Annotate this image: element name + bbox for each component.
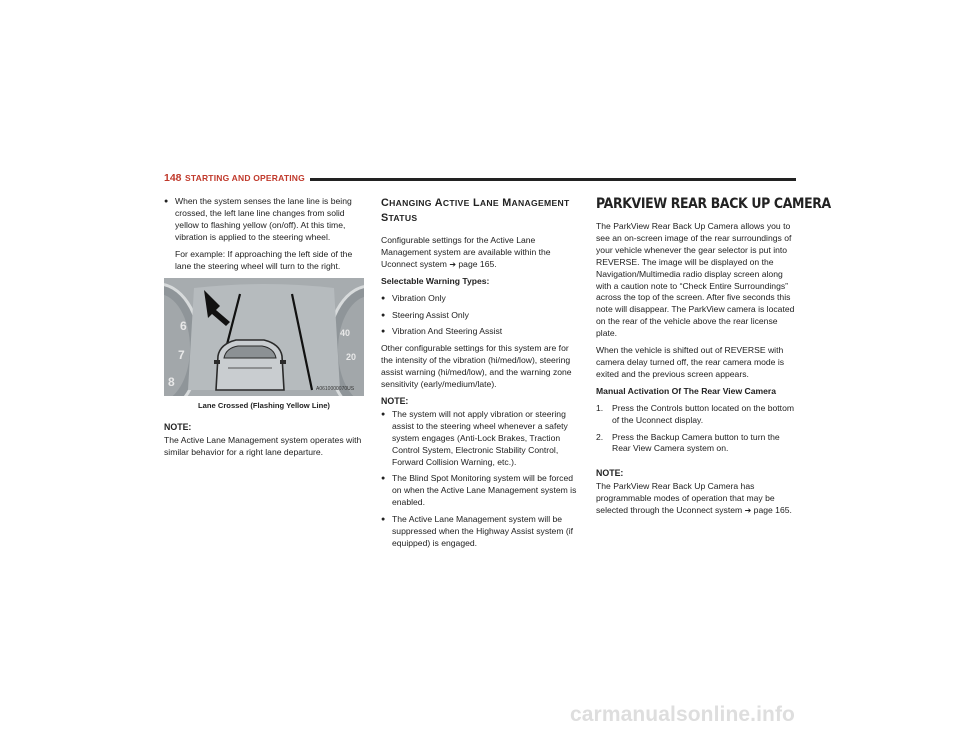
list-item — [381, 310, 579, 322]
section-title: STARTING AND OPERATING — [185, 173, 305, 183]
step-text: Press the Backup Camera button to turn the Rear View Camera system on. — [612, 431, 780, 454]
watermark: carmanualsonline.info — [570, 703, 795, 726]
step-item — [596, 403, 800, 427]
heading-rest: ANE — [479, 198, 499, 208]
list-item — [381, 326, 579, 338]
step-number: 2. — [596, 431, 604, 442]
column-1 — [164, 196, 364, 464]
note-item — [381, 473, 579, 509]
note-label: NOTE: — [164, 422, 192, 433]
column-3 — [596, 196, 831, 522]
dashboard-illustration — [164, 278, 364, 396]
note-text: The ParkView Rear Back Up Camera has programmable modes of operation that may be selected through the Uconnect system — [596, 481, 775, 516]
heading-cap: S — [381, 212, 389, 224]
step-item — [596, 432, 800, 456]
parkview-heading: PARKVIEW REAR BACK UP CAMERA — [596, 196, 831, 212]
parkview-paragraph-2: When the vehicle is shifted out of REVERSE with camera delay turned off, the rear camera mode is exited and the previous screen appears. — [596, 345, 785, 379]
gauge-number: 8 — [168, 375, 175, 390]
gauge-number: 6 — [180, 319, 187, 334]
parkview-paragraph-1: The ParkView Rear Back Up Camera allows you to see an on-screen image of the rear surroundings of your vehicle whenever the gear selector is put into REVERSE. The image will be displayed on the Navigation/Multimedia radio display screen along with a caution note to “Check Entire Surroundings” across the top of the screen. After five seconds this note will disappear. The ParkView camera is located on the rear of the vehicle above the rear license plate. — [596, 221, 795, 339]
other-settings-paragraph: Other configurable settings for this system are for the intensity of the vibration (hi/med/low), steering assist warning (hi/med/low), and the warning zone sensitivity (early/medium/late). — [381, 343, 572, 390]
intro-paragraph — [381, 235, 579, 271]
lane-crossed-figure — [164, 278, 364, 396]
heading-cap: A — [434, 197, 443, 209]
page-reference[interactable]: page 165. — [458, 258, 497, 269]
heading-cap: M — [502, 197, 512, 209]
page-ref-arrow-icon: ➔ — [449, 259, 457, 269]
page-ref-arrow-icon: ➔ — [744, 506, 752, 516]
gauge-number: 20 — [346, 352, 357, 363]
heading-cap: C — [381, 197, 390, 209]
warning-types-label: Selectable Warning Types: — [381, 275, 490, 286]
heading-rest: TATUS — [388, 213, 418, 223]
example-paragraph: For example: If approaching the left side of the lane the steering wheel will turn to the right. — [175, 248, 353, 271]
figure-caption: Lane Crossed (Flashing Yellow Line) — [198, 401, 330, 411]
heading-cap: L — [472, 197, 480, 209]
page-reference[interactable]: page 165. — [753, 505, 792, 516]
list-item — [381, 293, 579, 305]
gauge-number: 40 — [340, 328, 351, 339]
page-header — [164, 172, 796, 186]
note-label: NOTE: — [381, 395, 409, 406]
list-item-text: Vibration Only — [392, 292, 446, 303]
intro-text: Configurable settings for the Active Lane Management system are available within the Uconnect system — [381, 235, 551, 269]
note-item-text: The Active Lane Management system will be suppressed when the Highway Assist system (if equipped) is engaged. — [392, 514, 574, 548]
note-item-text: The system will not apply vibration or steering assist to the steering wheel whenever a safety system engages (Anti-Lock Brakes, Traction Control System, Electronic Stability Control, Forward Collision Warning, etc.). — [392, 408, 568, 467]
heading-rest: ANAGEMENT — [511, 198, 570, 208]
note-item-text: The Blind Spot Monitoring system will be forced on when the Active Lane Management system is enabled. — [392, 473, 577, 508]
changing-status-heading — [381, 196, 579, 226]
note-item — [381, 409, 579, 469]
heading-rest: HANGING — [389, 198, 432, 208]
column-2 — [381, 196, 579, 555]
figure-code: A0610000070US — [316, 386, 355, 393]
list-item-text: Vibration And Steering Assist — [392, 326, 503, 337]
note-text: The Active Lane Management system operates with similar behavior for a right lane departure. — [164, 435, 362, 458]
bullet-text: When the system senses the lane line is being crossed, the left lane line changes from solid yellow to flashing yellow (on/off). At this time, vibration is applied to the steering wheel. — [175, 196, 352, 242]
gauge-number: 7 — [178, 348, 185, 363]
heading-rest: CTIVE — [442, 198, 470, 208]
note-label: NOTE: — [596, 468, 624, 479]
note-item — [381, 514, 579, 550]
list-item-text: Steering Assist Only — [392, 309, 469, 320]
step-number: 1. — [596, 402, 604, 413]
page-number: 148 — [164, 172, 182, 184]
step-text: Press the Controls button located on the bottom of the Uconnect display. — [612, 402, 795, 425]
header-rule — [310, 178, 796, 181]
note-paragraph — [596, 481, 800, 517]
bullet-lane-crossing — [164, 196, 364, 244]
manual-activation-subhead: Manual Activation Of The Rear View Camera — [596, 385, 777, 396]
